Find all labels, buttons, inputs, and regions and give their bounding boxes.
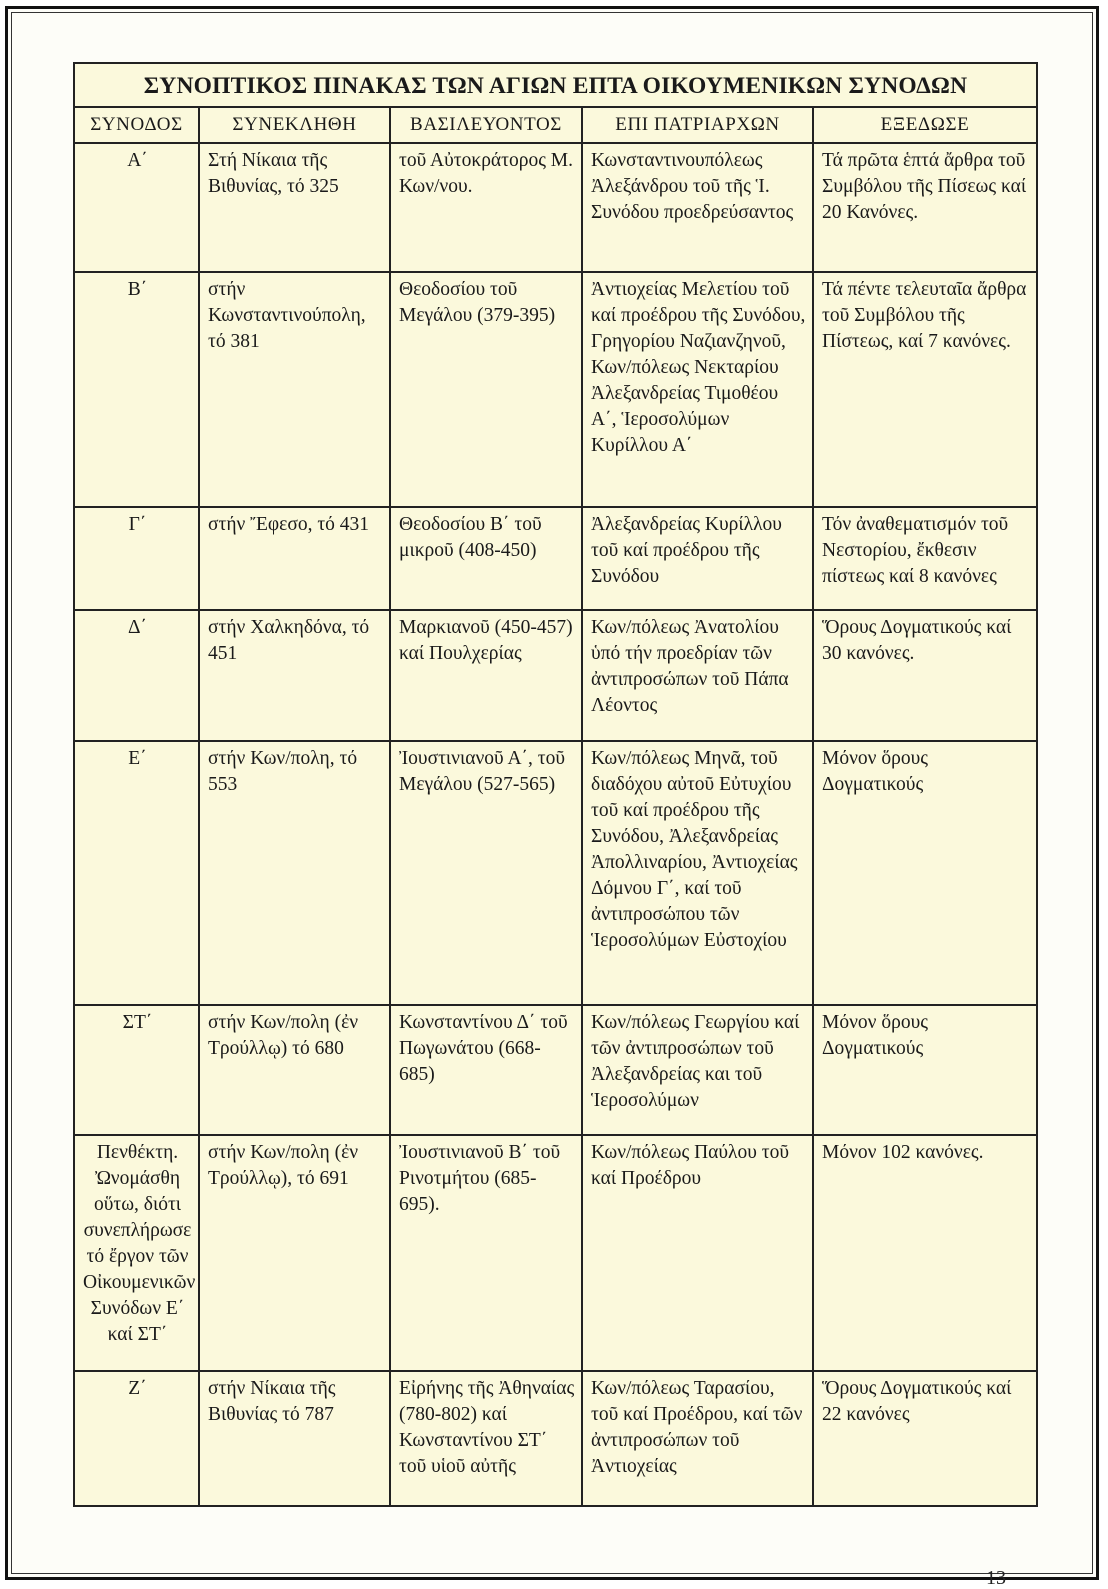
convened-cell: στήν Κων/πολη (ἐν Τρούλλῳ), τό 691	[199, 1135, 390, 1371]
synod-cell: Δ΄	[74, 610, 199, 741]
emperor-cell: Θεοδοσίου τοῦ Μεγάλου (379-395)	[390, 272, 582, 507]
synod-cell: ΣΤ΄	[74, 1005, 199, 1135]
convened-cell: στήν Κων/πολη, τό 553	[199, 741, 390, 1005]
issued-cell: Τόν ἀναθεματισμόν τοῦ Νεστορίου, ἔκθεσιν πίστεως καί 8 κανόνες	[813, 507, 1037, 610]
table-row	[74, 1371, 1037, 1506]
patriarchs-cell: Κωνσταντινουπόλεως Ἀλεξάνδρου τοῦ τῆς Ἱ. Συνόδου προεδρεύσαντος	[582, 143, 813, 272]
table-row	[74, 272, 1037, 507]
convened-cell: στήν Ἔφεσο, τό 431	[199, 507, 390, 610]
patriarchs-cell: Κων/πόλεως Μηνᾶ, τοῦ διαδόχου αὐτοῦ Εὐτυχίου τοῦ καί προέδρου τῆς Συνόδου, Ἀλεξανδρείας Ἀπολλιναρίου, Ἀντιοχείας Δόμνου Γ΄, καί τοῦ ἀντιπροσώπου τῶν Ἱεροσολύμων Εὐστοχίου	[582, 741, 813, 1005]
ecumenical-councils-table	[73, 62, 1038, 1507]
convened-cell: Στή Νίκαια τῆς Βιθυνίας, τό 325	[199, 143, 390, 272]
synod-cell: Ζ΄	[74, 1371, 199, 1506]
synod-cell: Α΄	[74, 143, 199, 272]
header-row	[74, 107, 1037, 143]
issued-cell: Μόνον ὅρους Δογματικούς	[813, 741, 1037, 1005]
issued-cell: Ὅρους Δογματικούς καί 30 κανόνες.	[813, 610, 1037, 741]
emperor-cell: Ἰουστινιανοῦ Α΄, τοῦ Μεγάλου (527-565)	[390, 741, 582, 1005]
table-row	[74, 741, 1037, 1005]
page-number: 13	[986, 1567, 1006, 1589]
convened-cell: στήν Κων/πολη (ἐν Τρούλλῳ) τό 680	[199, 1005, 390, 1135]
convened-cell: στήν Χαλκηδόνα, τό 451	[199, 610, 390, 741]
column-header-synod: ΣΥΝΟΔΟΣ	[74, 107, 199, 143]
patriarchs-cell: Ἀντιοχείας Μελετίου τοῦ καί προέδρου τῆς Συνόδου, Γρηγορίου Ναζιανζηνοῦ, Κων/πόλεως Νεκταρίου Ἀλεξανδρείας Τιμοθέου Α΄, Ἱεροσολύμων Κυρίλλου Α΄	[582, 272, 813, 507]
issued-cell: Τά πρῶτα ἑπτά ἄρθρα τοῦ Συμβόλου τῆς Πίσεως καί 20 Κανόνες.	[813, 143, 1037, 272]
emperor-cell: Εἰρήνης τῆς Ἀθηναίας (780-802) καί Κωνσταντίνου ΣΤ΄ τοῦ υἱοῦ αὐτῆς	[390, 1371, 582, 1506]
table-title: ΣΥΝΟΠΤΙΚΟΣ ΠΙΝΑΚΑΣ ΤΩΝ ΑΓΙΩΝ ΕΠΤΑ ΟΙΚΟΥΜΕΝΙΚΩΝ ΣΥΝΟΔΩΝ	[74, 63, 1037, 107]
column-header-convened: ΣΥΝΕΚΛΗΘΗ	[199, 107, 390, 143]
synod-cell: Πενθέκτη. Ὠνομάσθη οὕτω, διότι συνεπλήρωσε τό ἔργον τῶν Οἰκουμενικῶν Συνόδων Ε΄ καί ΣΤ΄	[74, 1135, 199, 1371]
issued-cell: Μόνον 102 κανόνες.	[813, 1135, 1037, 1371]
patriarchs-cell: Κων/πόλεως Παύλου τοῦ καί Προέδρου	[582, 1135, 813, 1371]
synod-cell: Ε΄	[74, 741, 199, 1005]
synod-cell: Β΄	[74, 272, 199, 507]
convened-cell: στήν Κωνσταντινούπολη, τό 381	[199, 272, 390, 507]
convened-cell: στήν Νίκαια τῆς Βιθυνίας τό 787	[199, 1371, 390, 1506]
table-row	[74, 143, 1037, 272]
issued-cell: Τά πέντε τελευταῖα ἄρθρα τοῦ Συμβόλου τῆς Πίστεως, καί 7 κανόνες.	[813, 272, 1037, 507]
synod-cell: Γ΄	[74, 507, 199, 610]
emperor-cell: Κωνσταντίνου Δ΄ τοῦ Πωγωνάτου (668-685)	[390, 1005, 582, 1135]
emperor-cell: Θεοδοσίου Β΄ τοῦ μικροῦ (408-450)	[390, 507, 582, 610]
table-row	[74, 507, 1037, 610]
emperor-cell: Ἰουστινιανοῦ Β΄ τοῦ Ρινοτμήτου (685-695).	[390, 1135, 582, 1371]
table-row	[74, 610, 1037, 741]
title-row	[74, 63, 1037, 107]
issued-cell: Μόνον ὅρους Δογματικούς	[813, 1005, 1037, 1135]
table-row	[74, 1135, 1037, 1371]
table-row	[74, 1005, 1037, 1135]
emperor-cell: Μαρκιανοῦ (450-457) καί Πουλχερίας	[390, 610, 582, 741]
patriarchs-cell: Κων/πόλεως Ταρασίου, τοῦ καί Προέδρου, καί τῶν ἀντιπροσώπων τοῦ Ἀντιοχείας	[582, 1371, 813, 1506]
column-header-emperor: ΒΑΣΙΛΕΥΟΝΤΟΣ	[390, 107, 582, 143]
patriarchs-cell: Κων/πόλεως Γεωργίου καί τῶν ἀντιπροσώπων τοῦ Ἀλεξανδρείας και τοῦ Ἱεροσολύμων	[582, 1005, 813, 1135]
issued-cell: Ὅρους Δογματικούς καί 22 κανόνες	[813, 1371, 1037, 1506]
patriarchs-cell: Κων/πόλεως Ἀνατολίου ὑπό τήν προεδρίαν τῶν ἀντιπροσώπων τοῦ Πάπα Λέοντος	[582, 610, 813, 741]
column-header-patriarchs: ΕΠΙ ΠΑΤΡΙΑΡΧΩΝ	[582, 107, 813, 143]
emperor-cell: τοῦ Αὐτοκράτορος Μ. Κων/νου.	[390, 143, 582, 272]
column-header-issued: ΕΞΕΔΩΣΕ	[813, 107, 1037, 143]
patriarchs-cell: Ἀλεξανδρείας Κυρίλλου τοῦ καί προέδρου τῆς Συνόδου	[582, 507, 813, 610]
